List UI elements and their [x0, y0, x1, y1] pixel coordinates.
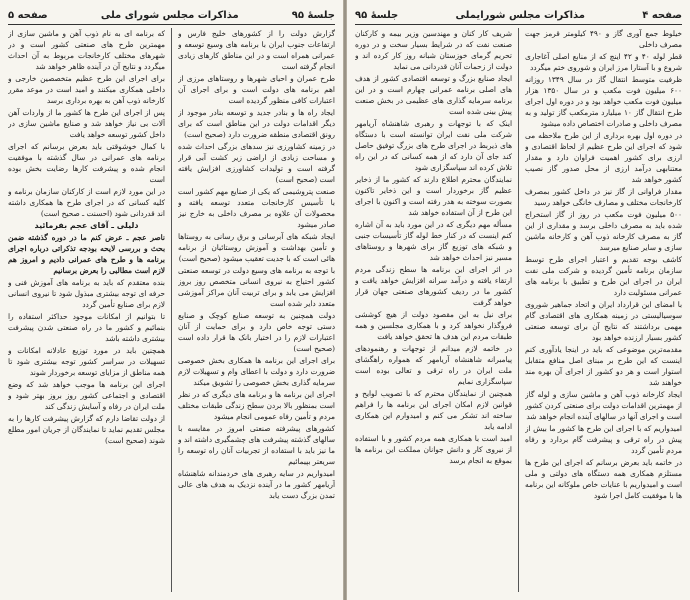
paragraph: از دولت تقاضا دارم که گزارش پیشرفت کارها را به مجلس تقدیم نماید تا نمایندگان از جریان امور مطلع شوند (صحیح است) [8, 414, 165, 445]
paragraph: امید است با همکاری همه مردم کشور و با استفاده از نیروی کار و دانش جوانان مملکت این برنامه ها بموقع به انجام برسد [355, 434, 512, 465]
paragraph: بنده معتقدم که باید به برنامه های آموزش فنی و حرفه ای توجه بیشتری مبذول شود تا نیروی انسانی لازم برای صنایع تأمین گردد [8, 278, 165, 309]
paragraph: ۵۰۰ میلیون فوت مکعب در روز از گاز استخراج شده باید به مصرف داخلی برسد و مقداری از این گاز به مصرف کارخانه ذوب آهن و کارخانه ماشین سازی و سایر صنایع میرسد [525, 210, 682, 252]
paragraph: صنعت پتروشیمی که یکی از صنایع مهم کشور است با تأسیس کارخانجات متعدد توسعه یافته و محصولات آن علاوه بر مصرف داخلی به خارج نیز صادر میشود [178, 187, 335, 229]
paragraph: در خاتمه لازم میدانم از توجهات و رهنمودهای پیامبرانه شاهنشاه آریامهر که همواره راهگشای ملت ایران در راه ترقی و تعالی بوده است سپاسگزاری نمایم [355, 344, 512, 386]
paragraph: اجرای این برنامه ها و برنامه های دیگری که در نظر است بمنظور بالا بردن سطح زندگی طبقات مختلف مردم و تأمین رفاه عمومی انجام میشود [178, 390, 335, 421]
paragraph: با توجه به برنامه های وسیع دولت در توسعه صنعتی کشور احتیاج به نیروی انسانی متخصص روز بروز افزایش می یابد و برای تربیت آنان مراکز آموزشی متعدد دایر شده است [178, 266, 335, 308]
paragraph: مقدار فراوانی از گاز نیز در داخل کشور بمصرف کارخانجات مختلف و مصارف خانگی خواهد رسید [525, 187, 682, 207]
text-column-right [178, 28, 335, 592]
text-column-left [8, 28, 165, 592]
paragraph: مقدمه‌ترین موضوعی که باید در اینجا یادآوری کنم اینست که این طرح بر مبنای اصل منافع متقابل استوار است و هر دو کشور از اجرای آن بهره مند خواهند شد [525, 345, 682, 387]
page-title: مذاکرات مجلس شورای ملی [100, 9, 239, 21]
paragraph: ظرفیت متوسط انتقال گاز در سال ۱۳۴۹ روزانه ۶۰۰ میلیون فوت مکعب و در سال ۱۳۵۰ هزار میلیون فوت مکعب خواهد بود و در دوره اول اجرای طرح انتقال گاز ۱۰ میلیارد مترمکعب گاز تولید و به مصرف داخلی و صادرات اختصاص داده میشود [525, 75, 682, 128]
session-label: جلسهٔ ۹۵ [291, 9, 335, 21]
paragraph: ایجاد صنایع بزرگ و توسعه اقتصادی کشور از هدف های اصلی برنامه عمرانی چهارم است و در این برنامه سرمایه گذاری های عظیمی در بخش صنعت پیش بینی شده است [355, 74, 512, 116]
paragraph: مسأله مهم دیگری که در این مورد باید به آن اشاره کنم اینست که در کنار خط لوله گاز تأسیسات جنبی و شبکه های توزیع گاز برای شهرها و روستاهای مسیر نیز احداث خواهد شد [355, 220, 512, 262]
paragraph: که برنامه ای به نام ذوب آهن و ماشین سازی از مهمترین طرح های صنعتی کشور است و در شهرهای مختلف کارخانجات مربوط به آن احداث میگردد و نتایج آن در آینده ظاهر خواهد شد [8, 29, 165, 71]
paragraph: گزارش دولت را از کشورهای خلیج فارس و ارتفاعات جنوب ایران با برنامه های وسیع توسعه و عمرانی همراه است و در این مناطق کارهای زیادی انجام گرفته است [178, 29, 335, 71]
paragraph: قطر لوله ۴۰ و ۴۲ اینچ که از منابع اصلی آغاجاری شروع و با آستارا مرز ایران و شوروی ختم میگردد [525, 52, 682, 72]
paragraph: با کمال خوشوقتی باید بعرض برسانم که اجرای برنامه های عمرانی در سال گذشته با موفقیت انجام شده و پیشرفت کارها رضایت بخش بوده است [8, 142, 165, 184]
page-body [355, 28, 682, 592]
paragraph: ایجاد کارخانه ذوب آهن و ماشین سازی و لوله گاز از مهمترین اقدامات دولت برای صنعتی کردن کشور است و اجرای آنها در سالهای آینده انجام خواهد شد [525, 390, 682, 421]
text-column-left [355, 28, 512, 592]
page-number: صفحه ۵ [8, 9, 48, 21]
column-divider [518, 28, 519, 592]
page-number: صفحه ۴ [642, 9, 682, 21]
paragraph: کشورهای پیشرفته صنعتی امروز در مقایسه با سالهای گذشته پیشرفت های چشمگیری داشته اند و ما نیز باید با استفاده از تجربیات آنان راه توسعه را سریعتر بپیمائیم [178, 424, 335, 466]
page-left [0, 0, 343, 600]
session-label: جلسهٔ ۹۵ [355, 9, 399, 21]
paragraph: برای اجرای این برنامه ها همکاری بخش خصوصی ضرورت دارد و دولت با اعطای وام و تسهیلات لازم سرمایه گذاری بخش خصوصی را تشویق میکند [178, 356, 335, 387]
paragraph: اجرای این برنامه ها موجب خواهد شد که وضع اقتصادی و اجتماعی کشور روز بروز بهتر شود و ملت ایران در رفاه و آسایش زندگی کند [8, 380, 165, 411]
paragraph: خیلوط جمع آوری گاز و ۴۹۰ کیلومتر قرمز جهت مصرف داخلی [525, 29, 682, 49]
paragraph: در دوره اول بهره برداری از این طرح ملاحظه می شود که اجرای این طرح عظیم از لحاظ اقتصادی و ارزی برای کشور اهمیت فراوان دارد و مقدار معتنابهی درآمد ارزی از محل صدور گاز نصیب کشور خواهد شد [525, 131, 682, 184]
paragraph: طرح عمران و احیای شهرها و روستاهای مرزی از اهم برنامه های دولت است و برای اجرای آن اعتبارات کافی منظور گردیده است [178, 74, 335, 105]
paragraph: در زمینه کشاورزی نیز سدهای بزرگی احداث شده و مساحت زیادی از اراضی زیر کشت آبی قرار گرفته است و تولیدات کشاورزی افزایش یافته است (صحیح است) [178, 142, 335, 184]
paragraph: همچنین از نمایندگان محترم که با تصویب لوایح و قوانین لازم امکان اجرای این برنامه ها را فراهم ساخته اند تشکر می کنم و امیدوارم این همکاری ادامه یابد [355, 389, 512, 431]
page-header [355, 6, 682, 25]
paragraph: شریف کار کنان و مهندسین وزیر بیمه و کارکنان صنعت نفت که در شرایط بسیار سخت و در دوره تحریم گرمای خوزستان شبانه روز کار کرده اند و دولت از زحمات آنان قدردانی می نماید [355, 29, 512, 71]
paragraph: برای نیل به این مقصود دولت از هیچ کوششی فروگذار نخواهد کرد و با همکاری مجلسین و همه طبقات مردم این هدف ها تحقق خواهد یافت [355, 310, 512, 341]
paragraph: همچنین باید در مورد توزیع عادلانه امکانات و تسهیلات در سراسر کشور توجه بیشتری شود تا همه مناطق از مزایای توسعه برخوردار شوند [8, 346, 165, 377]
page-header [8, 6, 335, 25]
paragraph: تا بتوانیم از امکانات موجود حداکثر استفاده را بنمائیم و کشور ما در راه صنعتی شدن پیشرفت بیشتری داشته باشد [8, 312, 165, 343]
page-title: مذاکرات مجلس شورایملی [455, 9, 585, 21]
paragraph: در خاتمه باید بعرض برسانم که اجرای این طرح ها مستلزم همکاری همه دستگاه های دولتی و ملی است و امیدواریم با عنایات خاص ملوکانه این برنامه ها با موفقیت کامل اجرا شود [525, 458, 682, 500]
page-right [347, 0, 690, 600]
paragraph: ایجاد راه ها و بنادر جدید و توسعه بنادر موجود از دیگر اقدامات دولت در این مناطق است که برای رونق اقتصادی منطقه ضرورت دارد (صحیح است) [178, 108, 335, 139]
paragraph: برای اجرای این طرح عظیم متخصصین خارجی و داخلی همکاری میکنند و امید است در موعد مقرر کارخانه ذوب آهن به بهره برداری برسد [8, 74, 165, 105]
paragraph: با امضای این قرارداد ایران و اتحاد جماهیر شوروی سوسیالیستی در زمینه همکاری های اقتصادی گام مهمی برداشتند که نتایج آن برای توسعه صنعتی کشور بسیار ارزنده خواهد بود [525, 300, 682, 342]
paragraph: پس از اجرای این طرح ها کشور ما از واردات آهن آلات بی نیاز خواهد شد و صنایع ماشین سازی در داخل کشور توسعه خواهد یافت [8, 108, 165, 139]
paragraph: در این مورد لازم است از کارکنان سازمان برنامه و کلیه کسانی که در اجرای طرح ها همکاری داشته اند قدردانی شود (احسنت ـ صحیح است) [8, 187, 165, 218]
paragraph: نمایندگان محترم اطلاع دارند که کشور ما از ذخایر عظیم گاز برخوردار است و این ذخایر تاکنون بصورت سوخته به هدر رفته است و اکنون با اجرای این طرح از آن استفاده خواهد شد [355, 175, 512, 217]
page-body [8, 28, 335, 592]
paragraph: در اثر اجرای این برنامه ها سطح زندگی مردم ارتقاء یافته و درآمد سرانه افزایش خواهد یافت و کشور ما در ردیف کشورهای صنعتی جهان قرار خواهد گرفت [355, 265, 512, 307]
speaker-paragraph: ناصر عجم ـ عرض کنم ما در دوره گذشته ضمن بحث و بررسی لایحه بودجه تذکراتی درباره اجرای برنامه ها و طرح های عمرانی دادیم و امروز هم لازم است مطالبی را بعرض برسانیم [8, 233, 165, 275]
paragraph: ایجاد شبکه های آبرسانی و برق رسانی به روستاها و تأمین بهداشت و آموزش روستائیان از برنامه هائی است که با جدیت تعقیب میشود (صحیح است) [178, 232, 335, 263]
paragraph: اینک که با توجهات و رهبری شاهنشاه آریامهر شرکت ملی نفت ایران توانسته است با دستگاه های ذیربط در اجرای طرح های بزرگ توفیق حاصل کند جای آن دارد که از همه کسانی که در این راه تلاش کرده اند سپاسگزاری شود [355, 119, 512, 172]
paragraph: امیدواریم که با اجرای این طرح ها کشور ما بیش از پیش در راه ترقی و پیشرفت گام بردارد و رفاه مردم تأمین گردد [525, 424, 682, 455]
paragraph: کاشف بوجه تقدیم و اعتبار اجرای طرح توسط سازمان برنامه تأمین گردیده و شرکت ملی نفت ایران در اجرای این طرح و تطبیق با برنامه های عمرانی مسئولیت دارد [525, 255, 682, 297]
column-divider [171, 28, 172, 592]
paragraph: امیدواریم در سایه رهبری های خردمندانه شاهنشاه آریامهر کشور ما در آینده نزدیک به هدف های عالی تمدن بزرگ دست یابد [178, 469, 335, 500]
paragraph: دولت همچنین به توسعه صنایع کوچک و صنایع دستی توجه خاص دارد و برای حمایت از آنان اعتبارات لازم را در اختیار بانک ها قرار داده است (صحیح است) [178, 311, 335, 353]
text-column-right [525, 28, 682, 592]
speaker-heading: دلیلی ـ آقای عجم بفرمائید [34, 221, 139, 230]
